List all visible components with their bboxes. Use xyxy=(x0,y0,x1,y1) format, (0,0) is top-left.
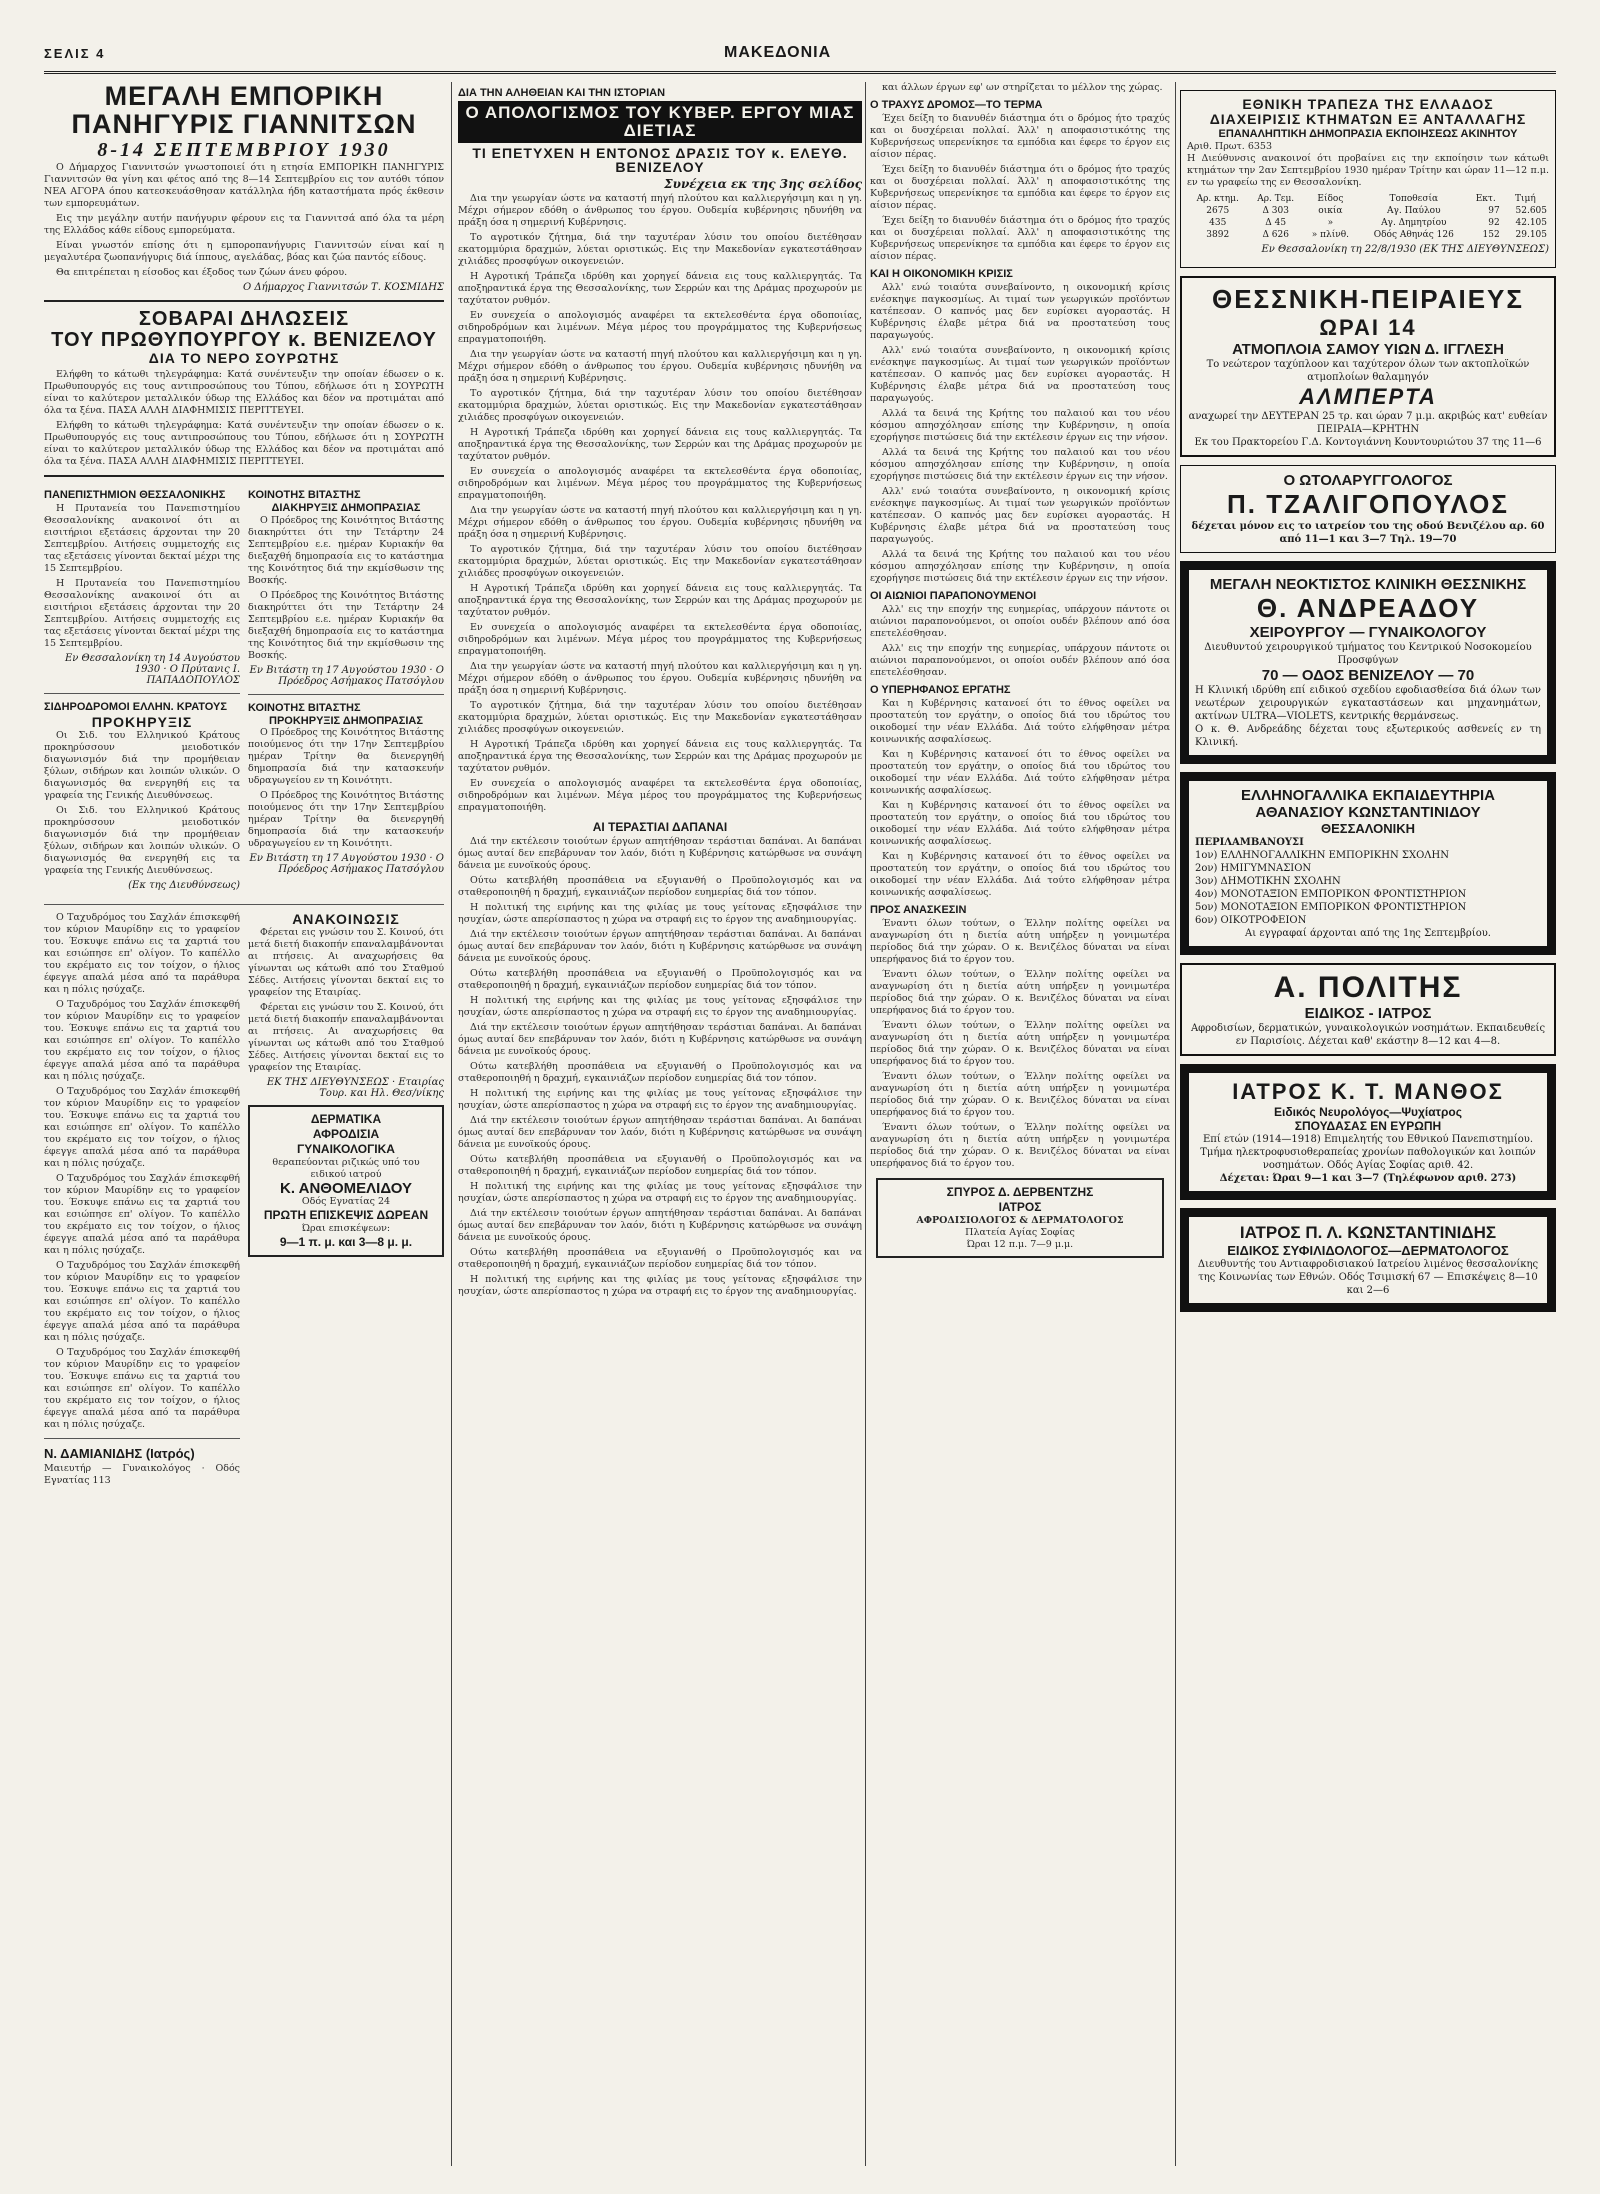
expenses-paragraph: Διά την εκτέλεσιν τοιούτων έργων απητήθησαν τεράστιαι δαπάναι. Αι δαπάναι όμως αυταί δεν επεβάρυναν τον λαόν, διότι η Κυβέρνησις κατώρθωσε να συνάψη δάνεια με ευνοϊκούς όρους. xyxy=(458,1022,862,1058)
univ-paragraph: Η Πρυτανεία του Πανεπιστημίου Θεσσαλονίκης ανακοινοί ότι αι εισιτήριοι εξετάσεις άρχονται την 20 Σεπτεμβρίου. Αιτήσεις συμμετοχής εις τας εξετάσεις γίνονται δεκταί μέχρι της 15 Σεπτεμβρίου. xyxy=(44,503,240,575)
main-paragraph: Εν συνεχεία ο απολογισμός αναφέρει τα εκτελεσθέντα έργα οδοποιίας, σιδηροδρόμων και λιμένων. Μέγα μέρος του προγράμματος της Κυβερνήσεως επραγματοποιήθη. xyxy=(458,778,862,814)
crisis-body xyxy=(870,282,1170,585)
table-cell: 152 xyxy=(1482,229,1500,240)
ad-hours: Ώραι 12 π.μ. 7—9 μ.μ. xyxy=(966,1239,1074,1250)
school-item: 3ον) ΔΗΜΟΤΙΚΗΝ ΣΧΟΛΗΝ xyxy=(1195,875,1341,887)
ship-title: ΘΕΣΣΝΙΚΗ-ΠΕΙΡΑΙΕΥΣ xyxy=(1211,283,1525,314)
konstantinidis-ad xyxy=(1180,1208,1556,1312)
story-paragraph: Ο Ταχυδρόμος του Σαχλάν έπισκεφθή τον κύριον Μαυρίδην εις το γραφείον του. Έσκυψε επάνω εις τα χαρτιά του και εσιώπησε επ' ολίγον. Το καπέλλο του εκρέματο εις τον τοίχον, ο ήλιος έφεγγε απαλά μέσα από τα παράθυρα και η πόλις ησύχαζε. xyxy=(44,1173,240,1257)
expenses-title: ΑΙ ΤΕΡΑΣΤΙΑΙ ΔΑΠΑΝΑΙ xyxy=(592,820,728,835)
story-block xyxy=(44,912,240,1487)
politis-role: ΕΙΔΙΚΟΣ - ΙΑΤΡΟΣ xyxy=(1304,1004,1432,1022)
ship-vessel: ΑΤΜΟΠΛΟΙΑ ΣΑΜΟΥ ΥΙΩΝ Δ. ΙΓΓΛΕΣΗ xyxy=(1232,340,1504,358)
clinic-ad xyxy=(1180,561,1556,764)
table-cell: Δ 45 xyxy=(1265,217,1287,228)
main-paragraph: Το αγροτικόν ζήτημα, διά την ταχυτέραν λύσιν του οποίου διετέθησαν εκατομμύρια δραχμών, λύεται οριστικώς. Εις την Μακεδονίαν εγκατεστάθησαν χιλιάδες προσφύγων οικογενειών. xyxy=(458,388,862,424)
fair-dates: 8-14 ΣΕΠΤΕΜΒΡΙΟΥ 1930 xyxy=(97,138,391,161)
table-header: Αρ. κτημ. xyxy=(1196,193,1239,204)
manthos-name: ΙΑΤΡΟΣ Κ. Τ. ΜΑΝΘΟΣ xyxy=(1232,1078,1504,1104)
decl-paragraph: Ελήφθη το κάτωθι τηλεγράφημα: Κατά συνέντευξιν την οποίαν έδωσεν ο κ. Πρωθυπουργός εις τους αντιπροσώπους του Τύπου, εδήλωσε ότι η ΣΟΥΡΩΤΗ είναι το καλύτερον μεταλλικόν ύδωρ της Ελλάδος και δέον να προτιμάται από όλα τα ξένα. ΠΑΣΑ ΑΛΛΗ ΔΙΑΦΗΜΙΣΙΣ ΠΕΡΙΤΤΕΥΕΙ. xyxy=(44,420,444,468)
rail-body xyxy=(44,730,240,877)
table-cell: 3892 xyxy=(1206,229,1230,240)
expenses-paragraph: Διά την εκτέλεσιν τοιούτων έργων απητήθησαν τεράστιαι δαπάναι. Αι δαπάναι όμως αυταί δεν επεβάρυναν τον λαόν, διότι η Κυβέρνησις κατώρθωσε να συνάψη δάνεια με ευνοϊκούς όρους. xyxy=(458,1208,862,1244)
middle-notices xyxy=(248,484,444,897)
expenses-paragraph: Η πολιτική της ειρήνης και της φιλίας με τους γείτονας εξησφάλισε την ησυχίαν, ώστε απερίσπαστος η χώρα να στραφή εις το έργον της αναδημιουργίας. xyxy=(458,1088,862,1112)
univ-signature: Εν Θεσσαλονίκη τη 14 Αυγούστου 1930 · Ο Πρύτανις Ι. ΠΑΠΑΔΟΠΟΥΛΟΣ xyxy=(64,653,240,687)
ann-title: ΑΝΑΚΟΙΝΩΣΙΣ xyxy=(292,911,400,928)
v1-paragraph: Ο Πρόεδρος της Κοινότητος Βιτάστης διακηρύττει ότι την Τετάρτην 24 Σεπτεμβρίου ε.ε. ημέραν Κυριακήν θα διεξαχθή δημοπρασία εις το κατάστημα της Κοινότητος διά την εκμίσθωσιν της Βοσκής. xyxy=(248,589,444,661)
worker-paragraph: Και η Κυβέρνησις κατανοεί ότι το έθνος οφείλει να προστατεύη τον εργάτην, ο οποίος διά του ιδρώτος του οικοδομεί την νέαν Ελλάδα. Διά τούτο ελήφθησαν μέτρα κοινωνικής ασφαλίσεως. xyxy=(870,698,1170,745)
main-paragraph: Δια την γεωργίαν ώστε να καταστή πηγή πλούτου και καλλιεργήσιμη και η γη. Μέχρι σήμερον εδόθη ο άνθρωπος του έργου. Ουδεμία κυβέρνησις ηδυνήθη να πράξη όσα η σημερινή Κυβέρνησις. xyxy=(458,193,862,229)
column-3 xyxy=(870,82,1170,2166)
derm-line-1: ΔΕΡΜΑΤΙΚΑ xyxy=(310,1111,382,1126)
school-item: 4ον) ΜΟΝΟΤΑΞΙΟΝ ΕΜΠΟΡΙΚΟΝ ΦΡΟΝΤΙΣΤΗΡΙΟΝ xyxy=(1195,888,1467,900)
expenses-paragraph: Η πολιτική της ειρήνης και της φιλίας με τους γείτονας εξησφάλισε την ησυχίαν, ώστε απερίσπαστος η χώρα να στραφή εις το έργον της αναδημιουργίας. xyxy=(458,995,862,1019)
ent-name: Π. ΤΖΑΛΙΓΟΠΟΥΛΟΣ xyxy=(1227,488,1509,519)
column-rule xyxy=(1175,82,1176,2166)
worker-paragraph: Και η Κυβέρνησις κατανοεί ότι το έθνος οφείλει να προστατεύη τον εργάτην, ο οποίος διά του ιδρώτος του οικοδομεί την νέαν Ελλάδα. Διά τούτο ελήφθησαν μέτρα κοινωνικής ασφαλίσεως. xyxy=(870,749,1170,796)
clinic-address: 70 — ΟΔΟΣ ΒΕΝΙΖΕΛΟΥ — 70 xyxy=(1261,666,1475,684)
announcement-block xyxy=(248,912,444,1487)
fair-paragraph: Ο Δήμαρχος Γιαννιτσών γνωστοποιεί ότι η ετησία ΕΜΠΟΡΙΚΗ ΠΑΝΗΓΥΡΙΣ Γιαννιτσών θα γίνη και φέτος από της 8—14 Σεπτεμβρίου εις τον αυτόθι τόπον ΝΕΑ ΑΓΟΡΑ όπου κατεσκευάσθησαν κατάλληλα ήδη καταστήματα πρός έκθεσιν των εμπορευμάτων. xyxy=(44,161,444,209)
divider xyxy=(44,300,444,302)
bank-table xyxy=(1187,193,1549,241)
univ-paragraph: Η Πρυτανεία του Πανεπιστημίου Θεσσαλονίκης ανακοινοί ότι αι εισιτήριοι εξετάσεις άρχονται την 20 Σεπτεμβρίου. Αιτήσεις συμμετοχής εις τας εξετάσεις γίνονται δεκταί μέχρι της 15 Σεπτεμβρίου. xyxy=(44,578,240,650)
kon-name: ΙΑΤΡΟΣ Π. Λ. ΚΩΝΣΤΑΝΤΙΝΙΔΗΣ xyxy=(1239,1222,1497,1242)
col3-top xyxy=(870,82,1170,94)
table-row xyxy=(1187,205,1549,217)
school-sub: ΑΘΑΝΑΣΙΟΥ ΚΩΝΣΤΑΝΤΙΝΙΔΟΥ xyxy=(1255,803,1481,821)
main-paragraph: Η Αγροτική Τράπεζα ιδρύθη και χορηγεί δάνεια εις τους καλλιεργητάς. Τα αποξηραντικά έργα της Θεσσαλονίκης, των Σερρών και της Δράμας προχωρούν με ταχύτατον ρυθμόν. xyxy=(458,583,862,619)
main-body xyxy=(458,193,862,814)
kon-text: Διευθυντής του Αντιαφροδισιακού Ιατρείου λιμένος θεσσαλονίκης της Κοινωνίας των Εθνών. Οδός Τσιμισκή 67 — Επισκέψεις 8—10 και 2—6 xyxy=(1197,1258,1539,1296)
school-item: 2ον) ΗΜΙΓΥΜΝΑΣΙΟΝ xyxy=(1195,862,1312,874)
rail-title: ΣΙΔΗΡΟΔΡΟΜΟΙ ΕΛΛΗΝ. ΚΡΑΤΟΥΣ xyxy=(44,701,227,714)
story-paragraph: Ο Ταχυδρόμος του Σαχλάν έπισκεφθή τον κύριον Μαυρίδην εις το γραφείον του. Έσκυψε επάνω εις τα χαρτιά του και εσιώπησε επ' ολίγον. Το καπέλλο του εκρέματο εις τον τοίχον, ο ήλιος έφεγγε απαλά μέσα από τα παράθυρα και η πόλις ησύχαζε. xyxy=(44,1260,240,1344)
table-cell: » πλίνθ. xyxy=(1311,229,1350,240)
ent-label: Ο ΩΤΟΛΑΡΥΓΓΟΛΟΓΟΣ xyxy=(1283,471,1453,489)
newspaper-page xyxy=(44,38,1556,2166)
clinic-title: ΜΕΓΑΛΗ ΝΕΟΚΤΙΣΤΟΣ ΚΛΙΝΙΚΗ ΘΕΣΣΝΙΚΗΣ xyxy=(1209,575,1527,593)
worker-paragraph: Και η Κυβέρνησις κατανοεί ότι το έθνος οφείλει να προστατεύη τον εργάτην, ο οποίος διά του ιδρώτος του οικοδομεί την νέαν Ελλάδα. Διά τούτο ελήφθησαν μέτρα κοινωνικής ασφαλίσεως. xyxy=(870,800,1170,847)
bank-sub: ΕΠΑΝΑΛΗΠΤΙΚΗ ΔΗΜΟΠΡΑΣΙΑ ΕΚΠΟΙΗΣΕΩΣ ΑΚΙΝΗΤΟΥ xyxy=(1218,128,1518,141)
road-body xyxy=(870,113,1170,263)
worker-body xyxy=(870,698,1170,899)
ent-ad xyxy=(1180,465,1556,553)
expenses-paragraph: Ούτω κατεβλήθη προσπάθεια να εξυγιανθή ο Προϋπολογισμός και να σταθεροποιηθή η δραχμή, εγκαινιάζων περίοδον ευημερίας διά τον τόπον. xyxy=(458,1247,862,1271)
fresh-paragraph: Έναντι όλων τούτων, ο Έλλην πολίτης οφείλει να αναγνωρίση ότι η διετία αύτη υπήρξεν η γονιμωτέρα περίοδος διά την χώραν. Ο κ. Βενιζέλος δύναται να είναι υπερήφανος διά το έργον του. xyxy=(870,969,1170,1016)
derm-addr: Οδός Εγνατίας 24 xyxy=(301,1195,391,1207)
main-paragraph: Εν συνεχεία ο απολογισμός αναφέρει τα εκτελεσθέντα έργα οδοποιίας, σιδηροδρόμων και λιμένων. Μέγα μέρος του προγράμματος της Κυβερνήσεως επραγματοποιήθη. xyxy=(458,466,862,502)
ann-signature: ΕΚ ΤΗΣ ΔΙΕΥΘΥΝΣΕΩΣ · Εταιρίας Τουρ. και Ηλ. Θεσ/νίκης xyxy=(266,1076,444,1099)
school-title: ΕΛΛΗΝΟΓΑΛΛΙΚΑ ΕΚΠΑΙΔΕΥΤΗΡΙΑ xyxy=(1240,786,1496,804)
ship-agent: Εκ του Πρακτορείου Γ.Δ. Κοντογιάννη Κουντουριώτου 37 της 11—6 xyxy=(1194,436,1542,448)
politis-ad xyxy=(1180,963,1556,1056)
main-paragraph: Εν συνεχεία ο απολογισμός αναφέρει τα εκτελεσθέντα έργα οδοποιίας, σιδηροδρόμων και λιμένων. Μέγα μέρος του προγράμματος της Κυβερνήσεως επραγματοποιήθη. xyxy=(458,310,862,346)
table-cell: Αγ. Παύλου xyxy=(1386,205,1441,216)
decl-title: ΣΟΒΑΡΑΙ ΔΗΛΩΣΕΙΣ xyxy=(138,307,350,330)
expenses-paragraph: Ούτω κατεβλήθη προσπάθεια να εξυγιανθή ο Προϋπολογισμός και να σταθεροποιηθή η δραχμή, εγκαινιάζων περίοδον ευημερίας διά τον τόπον. xyxy=(458,875,862,899)
rail-signature: (Εκ της Διευθύνσεως) xyxy=(128,880,240,892)
v1-body xyxy=(248,515,444,662)
rail-paragraph: Οι Σιδ. του Ελληνικού Κράτους προκηρύσσουν μειοδοτικόν διαγωνισμόν διά την προμήθειαν ξύλων, σιδήρων και λοιπών υλικών. Ο διαγωνισμός θα ενεργηθή εις τα γραφεία της Γενικής Διευθύνσεως. xyxy=(44,730,240,802)
v1-title: ΚΟΙΝΟΤΗΣ ΒΙΤΑΣΤΗΣ xyxy=(248,489,361,502)
decl-title-2: ΤΟΥ ΠΡΩΘΥΠΟΥΡΓΟΥ κ. ΒΕΝΙΖΕΛΟΥ xyxy=(51,328,437,351)
derm-ad xyxy=(248,1105,444,1257)
fair-body xyxy=(44,162,444,279)
ann-paragraph: Φέρεται εις γνώσιν του Σ. Κοινού, ότι μετά διετή διακοπήν επαναλαμβάνονται αι πτήσεις. Αι αναχωρήσεις θα γίνωνται ως κάτωθι από του Σταθμού Σέδες. Αιτήσεις γίνονται δεκταί εις το γραφείον της Εταιρίας. xyxy=(248,926,444,998)
kon-role: ΕΙΔΙΚΟΣ ΣΥΦΙΛΙΔΟΛΟΓΟΣ—ΔΕΡΜΑΤΟΛΟΓΟΣ xyxy=(1227,1242,1509,1258)
ad-addr: Πλατεία Αγίας Σοφίας xyxy=(965,1227,1075,1238)
decl-body xyxy=(44,369,444,468)
ad-name: ΣΠΥΡΟΣ Δ. ΔΕΡΒΕΝΤΖΗΣ xyxy=(946,1185,1094,1199)
column-rule xyxy=(451,82,452,2166)
column-2 xyxy=(458,82,862,2166)
paper-name: ΜΑΚΕΔΟΝΙΑ xyxy=(724,44,832,61)
table-header: Εκτ. xyxy=(1475,193,1496,204)
manthos-text: Επί ετών (1914—1918) Επιμελητής του Εθνικού Πανεπιστημίου. Τμήμα ηλεκτροφυσιοθεραπείας χρονίων παθολογικών και λοιπών νοσημάτων. Οδός Αγίας Σοφίας αριθ. 42. xyxy=(1200,1133,1536,1171)
expenses-paragraph: Ούτω κατεβλήθη προσπάθεια να εξυγιανθή ο Προϋπολογισμός και να σταθεροποιηθή η δραχμή, εγκαινιάζων περίοδον ευημερίας διά τον τόπον. xyxy=(458,1061,862,1085)
expenses-paragraph: Η πολιτική της ειρήνης και της φιλίας με τους γείτονας εξησφάλισε την ησυχίαν, ώστε απερίσπαστος η χώρα να στραφή εις το έργον της αναδημιουργίας. xyxy=(458,1181,862,1205)
page-label: ΣΕΛΙΣ 4 xyxy=(44,46,106,61)
fair-title-2: ΠΑΝΗΓΥΡΙΣ ΓΙΑΝΝΙΤΣΩΝ xyxy=(71,109,417,140)
complainers-body xyxy=(870,604,1170,679)
expenses-paragraph: Διά την εκτέλεσιν τοιούτων έργων απητήθησαν τεράστιαι δαπάναι. Αι δαπάναι όμως αυταί δεν επεβάρυναν τον λαόν, διότι η Κυβέρνησις κατώρθωσε να συνάψη δάνεια με ευνοϊκούς όρους. xyxy=(458,1115,862,1151)
fair-paragraph: Εις την μεγάλην αυτήν πανήγυριν φέρουν εις τα Γιαννιτσά από όλα τα μέρη της Ελλάδος κάθε είδους εμπορεύματα. xyxy=(44,212,444,236)
rail-paragraph: Οι Σιδ. του Ελληνικού Κράτους προκηρύσσουν μειοδοτικόν διαγωνισμόν διά την προμήθειαν ξύλων, σιδήρων και λοιπών υλικών. Ο διαγωνισμός θα ενεργηθή εις τα γραφεία της Γενικής Διευθύνσεως. xyxy=(44,805,240,877)
fresh-paragraph: Έναντι όλων τούτων, ο Έλλην πολίτης οφείλει να αναγνωρίση ότι η διετία αύτη υπήρξεν η γονιμωτέρα περίοδος διά την χώραν. Ο κ. Βενιζέλος δύναται να είναι υπερήφανος διά το έργον του. xyxy=(870,1071,1170,1118)
notices-row xyxy=(44,484,444,897)
table-cell: 435 xyxy=(1209,217,1227,228)
main-subtitle: ΤΙ ΕΠΕΤΥΧΕΝ Η ΕΝΤΟΝΟΣ ΔΡΑΣΙΣ ΤΟΥ κ. ΕΛΕΥΘ. ΒΕΝΙΖΕΛΟΥ xyxy=(472,144,848,176)
school-item: 1ον) ΕΛΛΗΝΟΓΑΛΛΙΚΗΝ ΕΜΠΟΡΙΚΗΝ ΣΧΟΛΗΝ xyxy=(1195,849,1449,861)
fresh-paragraph: Έναντι όλων τούτων, ο Έλλην πολίτης οφείλει να αναγνωρίση ότι η διετία αύτη υπήρξεν η γονιμωτέρα περίοδος διά την χώραν. Ο κ. Βενιζέλος δύναται να είναι υπερήφανος διά το έργον του. xyxy=(870,1122,1170,1169)
expenses-paragraph: Διά την εκτέλεσιν τοιούτων έργων απητήθησαν τεράστιαι δαπάναι. Αι δαπάναι όμως αυταί δεν επεβάρυναν τον λαόν, διότι η Κυβέρνησις κατώρθωσε να συνάψη δάνεια με ευνοϊκούς όρους. xyxy=(458,929,862,965)
table-header-row xyxy=(1187,193,1549,205)
worker-paragraph: Και η Κυβέρνησις κατανοεί ότι το έθνος οφείλει να προστατεύη τον εργάτην, ο οποίος διά του ιδρώτος του οικοδομεί την νέαν Ελλάδα. Διά τούτο ελήφθησαν μέτρα κοινωνικής ασφαλίσεως. xyxy=(870,851,1170,898)
main-paragraph: Η Αγροτική Τράπεζα ιδρύθη και χορηγεί δάνεια εις τους καλλιεργητάς. Τα αποξηραντικά έργα της Θεσσαλονίκης, των Σερρών και της Δράμας προχωρούν με ταχύτατον ρυθμόν. xyxy=(458,271,862,307)
fair-title: ΜΕΓΑΛΗ ΕΜΠΟΡΙΚΗ xyxy=(104,82,384,111)
table-cell: Αγ. Δημητρίου xyxy=(1381,217,1447,228)
ad-spec: ΑΦΡΟΔΙΣΙΟΛΟΓΟΣ & ΔΕΡΜΑΤΟΛΟΓΟΣ xyxy=(916,1215,1124,1226)
column-rule xyxy=(865,82,866,2166)
fresh-body xyxy=(870,918,1170,1170)
v2-signature: Εν Βιτάστη τη 17 Αυγούστου 1930 · Ο Πρόεδρος Ασήμακος Πατσόγλου xyxy=(249,853,444,876)
clinic-text: Η Κλινική ιδρύθη επί ειδικού σχεδίου εφοδιασθείσα διά όλων των νεωτέρων χειρουργικών εγκαταστάσεων και μηχανημάτων, ακτίνων ULTRA—VIOLETS, κεντρικής θερμάνσεως. xyxy=(1195,684,1541,722)
fair-paragraph: Είναι γνωστόν επίσης ότι η εμποροπανήγυρις Γιαννιτσών είναι καί η μεγαλυτέρα ζωοπανήγυρις διά ίππους, αγελάδας, βόας και ζώα παντός είδους. xyxy=(44,239,444,263)
road-paragraph: Έχει δείξη το διανυθέν διάστημα ότι ο δρόμος ήτο τραχύς και οι δυσχέρειαι πολλαί. Άλλ' η αποφασιστικότης της Κυβερνήσεως υπερενίκησε τα εμπόδια και έφερε το έργον εις αίσιον πέρας. xyxy=(870,113,1170,160)
ship-hours: ΩΡΑΙ 14 xyxy=(1319,314,1417,340)
table-cell: 42.105 xyxy=(1515,217,1547,228)
derm-line-4: θεραπεύονται ριζικώς υπό του ειδικού ιατρού xyxy=(272,1156,420,1180)
main-paragraph: Το αγροτικόν ζήτημα, διά την ταχυτέραν λύσιν του οποίου διετέθησαν εκατομμύρια δραχμών, λύεται οριστικώς. Εις την Μακεδονίαν εγκατεστάθησαν χιλιάδες προσφύγων οικογενειών. xyxy=(458,232,862,268)
v2-paragraph: Ο Πρόεδρος της Κοινότητος Βιτάστης ποιούμενος ότι την 17ην Σεπτεμβρίου ημέραν Τρίτην θα διενεργηθή δημοπρασία διά την κατασκευήν υδραγωγείου εν τη Κοινότητι. xyxy=(248,790,444,850)
road-title: Ο ΤΡΑΧΥΣ ΔΡΟΜΟΣ—ΤΟ ΤΕΡΜΑ xyxy=(870,99,1043,111)
politis-name: Α. ΠΟΛΙΤΗΣ xyxy=(1273,970,1463,1004)
road-paragraph: Έχει δείξη το διανυθέν διάστημα ότι ο δρόμος ήτο τραχύς και οι δυσχέρειαι πολλαί. Άλλ' η αποφασιστικότης της Κυβερνήσεως υπερενίκησε τα εμπόδια και έφερε το έργον εις αίσιον πέρας. xyxy=(870,215,1170,262)
divider xyxy=(44,475,444,477)
manthos-role: Ειδικός Νευρολόγος—Ψυχίατρος xyxy=(1273,1104,1462,1119)
ent-desc: δέχεται μόνον εις το ιατρείον του της οδού Βενιζέλου αρ. 60 από 11—1 και 3—7 Τηλ. 19—70 xyxy=(1191,520,1545,545)
crisis-paragraph: Αλλ' ενώ τοιαύτα συνεβαίνοντο, η οικονομική κρίσις ενέσκηψε παγκοσμίως. Αι τιμαί των γεωργικών προϊόντων κατέπεσαν. Ο καπνός μας δεν ευρίσκει αγοραστάς. Η Κυβέρνησις έλαβε μέτρα διά να προστατεύση τους παραγωγούς. xyxy=(870,345,1170,404)
road-paragraph: Έχει δείξη το διανυθέν διάστημα ότι ο δρόμος ήτο τραχύς και οι δυσχέρειαι πολλαί. Άλλ' η αποφασιστικότης της Κυβερνήσεως υπερενίκησε τα εμπόδια και έφερε το έργον εις αίσιον πέρας. xyxy=(870,164,1170,211)
clinic-note: Ο κ. Θ. Ανδρεάδης δέχεται τους εξωτερικούς ασθενείς εν τη Κλινική. xyxy=(1195,723,1541,748)
crisis-title: ΚΑΙ Η ΟΙΚΟΝΟΜΙΚΗ ΚΡΙΣΙΣ xyxy=(870,268,1013,280)
column-1 xyxy=(44,82,444,2166)
table-cell: Δ 626 xyxy=(1262,229,1289,240)
complainers-title: ΟΙ ΑΙΩΝΙΟΙ ΠΑΡΑΠΟΝΟΥΜΕΝΟΙ xyxy=(870,590,1037,602)
expenses-paragraph: Ούτω κατεβλήθη προσπάθεια να εξυγιανθή ο Προϋπολογισμός και να σταθεροποιηθή η δραχμή, εγκαινιάζων περίοδον ευημερίας διά τον τόπον. xyxy=(458,1154,862,1178)
ad-role: ΙΑΤΡΟΣ xyxy=(998,1200,1042,1214)
derm-line-3: ΓΥΝΑΙΚΟΛΟΓΙΚΑ xyxy=(297,1141,395,1156)
manthos-ad xyxy=(1180,1064,1556,1200)
story-body xyxy=(44,912,240,1431)
fresh-title: ΠΡΟΣ ΑΝΑΣΚΕΣΙΝ xyxy=(870,904,967,916)
school-ad xyxy=(1180,772,1556,955)
derm-line-2: ΑΦΡΟΔΙΣΙΑ xyxy=(312,1126,380,1141)
v2-sub: ΠΡΟΚΗΡΥΞΙΣ ΔΗΜΟΠΡΑΣΙΑΣ xyxy=(269,714,423,727)
ann-paragraph: Φέρεται εις γνώσιν του Σ. Κοινού, ότι μετά διετή διακοπήν επαναλαμβάνονται αι πτήσεις. Αι αναχωρήσεις θα γίνωνται ως κάτωθι από του Σταθμού Σέδες. Αιτήσεις γίνονται δεκταί εις το γραφείον της Εταιρίας. xyxy=(248,1001,444,1073)
main-paragraph: Δια την γεωργίαν ώστε να καταστή πηγή πλούτου και καλλιεργήσιμη και η γη. Μέχρι σήμερον εδόθη ο άνθρωπος του έργου. Ουδεμία κυβέρνησις ηδυνήθη να πράξη όσα η σημερινή Κυβέρνησις. xyxy=(458,505,862,541)
expenses-paragraph: Ούτω κατεβλήθη προσπάθεια να εξυγιανθή ο Προϋπολογισμός και να σταθεροποιηθή η δραχμή, εγκαινιάζων περίοδον ευημερίας διά τον τόπον. xyxy=(458,968,862,992)
v2-body xyxy=(248,727,444,850)
crete-paragraph: Αλλά τα δεινά της Κρήτης του παλαιού και του νέου κόσμου απησχόλησαν επίσης την Κυβέρνησιν, η οποία εχορήγησε πιστώσεις διά την εκτέλεσιν έργων εις την νήσον. xyxy=(870,447,1170,482)
worker-title: Ο ΥΠΕΡΗΦΑΝΟΣ ΕΡΓΑΤΗΣ xyxy=(870,684,1011,696)
derm-hours: 9—1 π. μ. και 3—8 μ. μ. xyxy=(279,1234,413,1249)
divider xyxy=(44,904,444,905)
school-item: 5ον) ΜΟΝΟΤΑΞΙΟΝ ΕΜΠΟΡΙΚΟΝ ΦΡΟΝΤΙΣΤΗΡΙΟΝ xyxy=(1195,901,1467,913)
column-4 xyxy=(1180,82,1556,2166)
story-paragraph: Ο Ταχυδρόμος του Σαχλάν έπισκεφθή τον κύριον Μαυρίδην εις το γραφείον του. Έσκυψε επάνω εις τα χαρτιά του και εσιώπησε επ' ολίγον. Το καπέλλο του εκρέματο εις τον τοίχον, ο ήλιος έφεγγε απαλά μέσα από τα παράθυρα και η πόλις ησύχαζε. xyxy=(44,999,240,1083)
univ-body xyxy=(44,503,240,650)
complainers-paragraph: Αλλ' εις την εποχήν της ευημερίας, υπάρχουν πάντοτε οι αιώνιοι παραπονούμενοι, οι οποίοι ουδέν βλέπουν από όσα επετελέσθησαν. xyxy=(870,643,1170,678)
v2-title: ΚΟΙΝΟΤΗΣ ΒΙΤΑΣΤΗΣ xyxy=(248,701,361,714)
crete-paragraph: Αλλά τα δεινά της Κρήτης του παλαιού και του νέου κόσμου απησχόλησαν επίσης την Κυβέρνησιν, η οποία εχορήγησε πιστώσεις διά την εκτέλεσιν έργων εις την νήσον. xyxy=(870,408,1170,443)
ship-ad xyxy=(1180,276,1556,457)
school-note: Αι εγγραφαί άρχονται από της 1ης Σεπτεμβρίου. xyxy=(1245,927,1491,939)
divider xyxy=(44,693,240,694)
v2-paragraph: Ο Πρόεδρος της Κοινότητος Βιτάστης ποιούμενος ότι την 17ην Σεπτεμβρίου ημέραν Τρίτην θα διενεργηθή δημοπρασία διά την κατασκευήν υδραγωγείου εν τη Κοινότητι. xyxy=(248,727,444,787)
derm-name: Κ. ΑΝΘΟΜΕΛΙΔΟΥ xyxy=(280,1179,412,1197)
complainers-paragraph: Αλλ' εις την εποχήν της ευημερίας, υπάρχουν πάντοτε οι αιώνιοι παραπονούμενοι, οι οποίοι ουδέν βλέπουν από όσα επετελέσθησαν. xyxy=(870,604,1170,639)
crisis-paragraph: Αλλ' ενώ τοιαύτα συνεβαίνοντο, η οικονομική κρίσις ενέσκηψε παγκοσμίως. Αι τιμαί των γεωργικών προϊόντων κατέπεσαν. Ο καπνός μας δεν ευρίσκει αγοραστάς. Η Κυβέρνησις έλαβε μέτρα διά να προστατεύση τους παραγωγούς. xyxy=(870,486,1170,545)
expenses-paragraph: Η πολιτική της ειρήνης και της φιλίας με τους γείτονας εξησφάλισε την ησυχίαν, ώστε απερίσπαστος η χώρα να στραφή εις το έργον της αναδημιουργίας. xyxy=(458,902,862,926)
fresh-paragraph: Έναντι όλων τούτων, ο Έλλην πολίτης οφείλει να αναγνωρίση ότι η διετία αύτη υπήρξεν η γονιμωτέρα περίοδος διά την χώραν. Ο κ. Βενιζέλος δύναται να είναι υπερήφανος διά το έργον του. xyxy=(870,1020,1170,1067)
divider xyxy=(248,694,444,695)
main-paragraph: Η Αγροτική Τράπεζα ιδρύθη και χορηγεί δάνεια εις τους καλλιεργητάς. Τα αποξηραντικά έργα της Θεσσαλονίκης, των Σερρών και της Δράμας προχωρούν με ταχύτατον ρυθμόν. xyxy=(458,427,862,463)
col3-top-paragraph: και άλλων έργων εφ' ων στηρίζεται το μέλλον της χώρας. xyxy=(882,82,1163,93)
masthead-bar xyxy=(44,38,1556,74)
v1-paragraph: Ο Πρόεδρος της Κοινότητος Βιτάστης διακηρύττει ότι την Τετάρτην 24 Σεπτεμβρίου ε.ε. ημέραν Κυριακήν θα διεξαχθή δημοπρασία εις το κατάστημα της Κοινότητος διά την εκμίσθωσιν της Βοσκής. xyxy=(248,514,444,586)
ship-desc: Το νεώτερον ταχύπλοον και ταχύτερον όλων των ακτοπλοϊκών ατμοπλοίων θαλαμηγόν xyxy=(1206,358,1530,383)
v1-sub: ΔΙΑΚΗΡΥΞΙΣ ΔΗΜΟΠΡΑΣΙΑΣ xyxy=(271,502,421,515)
table-header: Τιμή xyxy=(1514,193,1536,204)
main-title: Ο ΑΠΟΛΟΓΙΣΜΟΣ ΤΟΥ ΚΥΒΕΡ. ΕΡΓΟΥ ΜΙΑΣ ΔΙΕΤΙΑΣ xyxy=(458,101,862,143)
table-cell: 29.105 xyxy=(1515,229,1547,240)
politis-text: Αφροδισίων, δερματικών, γυναικολογικών νοσημάτων. Εκπαιδευθείς εν Παρισίοις. Δέχεται καθ' εκάστην 8—12 και 4—8. xyxy=(1190,1022,1546,1047)
table-header: Αρ. Τεμ. xyxy=(1257,193,1295,204)
bank-title-2: ΔΙΑΧΕΙΡΙΣΙΣ ΚΤΗΜΑΤΩΝ ΕΞ ΑΝΤΑΛΛΑΓΗΣ xyxy=(1209,110,1527,127)
decl-title-3: ΔΙΑ ΤΟ ΝΕΡΟ ΣΟΥΡΩΤΗΣ xyxy=(148,349,340,366)
manthos-hours: Δέχεται: Ώραι 9—1 και 3—7 (Τηλέφωνον αριθ. 273) xyxy=(1219,1172,1517,1184)
clinic-hospital: Διευθυντού χειρουργικού τμήματος του Κεντρικού Νοσοκομείου Προσφύγων xyxy=(1204,641,1532,666)
lower-row xyxy=(44,912,444,1487)
bank-title: ΕΘΝΙΚΗ ΤΡΑΠΕΖΑ ΤΗΣ ΕΛΛΑΔΟΣ xyxy=(1242,96,1494,112)
fair-signature: Ο Δήμαρχος Γιαννιτσών Τ. ΚΟΣΜΙΔΗΣ xyxy=(242,281,444,293)
dervenzis-ad xyxy=(876,1178,1164,1258)
table-cell: 2675 xyxy=(1206,205,1230,216)
story-paragraph: Ο Ταχυδρόμος του Σαχλάν έπισκεφθή τον κύριον Μαυρίδην εις το γραφείον του. Έσκυψε επάνω εις τα χαρτιά του και εσιώπησε επ' ολίγον. Το καπέλλο του εκρέματο εις τον τοίχον, ο ήλιος έφεγγε απαλά μέσα από τα παράθυρα και η πόλις ησύχαζε. xyxy=(44,912,240,996)
school-city: ΘΕΣΣΑΛΟΝΙΚΗ xyxy=(1321,820,1415,836)
table-cell: Δ 303 xyxy=(1262,205,1289,216)
derm-free: ΠΡΩΤΗ ΕΠΙΣΚΕΨΙΣ ΔΩΡΕΑΝ xyxy=(263,1207,429,1222)
ship-name: ΑΛΜΠΕΡΤΑ xyxy=(1299,383,1437,409)
story-paragraph: Ο Ταχυδρόμος του Σαχλάν έπισκεφθή τον κύριον Μαυρίδην εις το γραφείον του. Έσκυψε επάνω εις τα χαρτιά του και εσιώπησε επ' ολίγον. Το καπέλλο του εκρέματο εις τον τοίχον, ο ήλιος έφεγγε απαλά μέσα από τα παράθυρα και η πόλις ησύχαζε. xyxy=(44,1086,240,1170)
table-row xyxy=(1187,229,1549,241)
crisis-paragraph: Αλλ' ενώ τοιαύτα συνεβαίνοντο, η οικονομική κρίσις ενέσκηψε παγκοσμίως. Αι τιμαί των γεωργικών προϊόντων κατέπεσαν. Ο καπνός μας δεν ευρίσκει αγοραστάς. Η Κυβέρνησις έλαβε μέτρα διά να προστατεύση τους παραγωγούς. xyxy=(870,282,1170,341)
table-cell: » xyxy=(1327,217,1334,228)
clinic-role: ΧΕΙΡΟΥΡΓΟΥ — ΓΥΝΑΙΚΟΛΟΓΟΥ xyxy=(1249,623,1487,641)
table-cell: 92 xyxy=(1488,217,1500,228)
main-paragraph: Δια την γεωργίαν ώστε να καταστή πηγή πλούτου και καλλιεργήσιμη και η γη. Μέχρι σήμερον εδόθη ο άνθρωπος του έργου. Ουδεμία κυβέρνησις ηδυνήθη να πράξη όσα η σημερινή Κυβέρνησις. xyxy=(458,661,862,697)
table-header: Τοποθεσία xyxy=(1389,193,1439,204)
story-paragraph: Ο Ταχυδρόμος του Σαχλάν έπισκεφθή τον κύριον Μαυρίδην εις το γραφείον του. Έσκυψε επάνω εις τα χαρτιά του και εσιώπησε επ' ολίγον. Το καπέλλο του εκρέματο εις τον τοίχον, ο ήλιος έφεγγε απαλά μέσα από τα παράθυρα και η πόλις ησύχαζε. xyxy=(44,1347,240,1431)
doctor-name: Ν. ΔΑΜΙΑΝΙΔΗΣ (Ιατρός) xyxy=(44,1446,195,1462)
school-item: 6ον) ΟΙΚΟΤΡΟΦΕΙΟΝ xyxy=(1195,914,1307,926)
table-cell: 52.605 xyxy=(1515,205,1547,216)
continuation-note: Συνέχεια εκ της 3ης σελίδος xyxy=(664,177,862,192)
crete-paragraph: Αλλά τα δεινά της Κρήτης του παλαιού και του νέου κόσμου απησχόλησαν επίσης την Κυβέρνησιν, η οποία εχορήγησε πιστώσεις διά την εκτέλεσιν έργων εις την νήσον. xyxy=(870,549,1170,584)
expenses-paragraph: Διά την εκτέλεσιν τοιούτων έργων απητήθησαν τεράστιαι δαπάναι. Αι δαπάναι όμως αυταί δεν επεβάρυναν τον λαόν, διότι η Κυβέρνησις κατώρθωσε να συνάψη δάνεια με ευνοϊκούς όρους. xyxy=(458,836,862,872)
school-label: ΠΕΡΙΛΑΜΒΑΝΟΥΣΙ xyxy=(1195,836,1304,848)
table-header: Είδος xyxy=(1317,193,1344,204)
main-paragraph: Το αγροτικόν ζήτημα, διά την ταχυτέραν λύσιν του οποίου διετέθησαν εκατομμύρια δραχμών, λύεται οριστικώς. Εις την Μακεδονίαν εγκατεστάθησαν χιλιάδες προσφύγων οικογενειών. xyxy=(458,700,862,736)
main-paragraph: Εν συνεχεία ο απολογισμός αναφέρει τα εκτελεσθέντα έργα οδοποιίας, σιδηροδρόμων και λιμένων. Μέγα μέρος του προγράμματος της Κυβερνήσεως επραγματοποιήθη. xyxy=(458,622,862,658)
bank-text: Η Διεύθυνσις ανακοινοί ότι προβαίνει εις την εκποίησιν των κάτωθι κτημάτων την 2αν Σεπτεμβρίου 1930 ημέραν Τρίτην και ώραν 11—12 π.μ. εν τω γραφείω της εν Θεσσαλονίκη. xyxy=(1187,152,1549,188)
expenses-paragraph: Η πολιτική της ειρήνης και της φιλίας με τους γείτονας εξησφάλισε την ησυχίαν, ώστε απερίσπαστος η χώρα να στραφή εις το έργον της αναδημιουργίας. xyxy=(458,1274,862,1298)
rail-sub: ΠΡΟΚΗΡΥΞΙΣ xyxy=(91,714,193,731)
fresh-paragraph: Έναντι όλων τούτων, ο Έλλην πολίτης οφείλει να αναγνωρίση ότι η διετία αύτη υπήρξεν η γονιμωτέρα περίοδος διά την χώραν. Ο κ. Βενιζέλος δύναται να είναι υπερήφανος διά το έργον του. xyxy=(870,918,1170,965)
bank-signature: Εν Θεσσαλονίκη τη 22/8/1930 (ΕΚ ΤΗΣ ΔΙΕΥΘΥΝΣΕΩΣ) xyxy=(1261,243,1549,255)
univ-notice xyxy=(44,484,240,897)
ship-route: αναχωρεί την ΔΕΥΤΕΡΑΝ 25 τρ. και ώραν 7 μ.μ. ακριβώς κατ' ευθείαν ΠΕΙΡΑΙΑ—ΚΡΗΤΗΝ xyxy=(1188,410,1548,435)
table-row xyxy=(1187,217,1549,229)
decl-paragraph: Ελήφθη το κάτωθι τηλεγράφημα: Κατά συνέντευξιν την οποίαν έδωσεν ο κ. Πρωθυπουργός εις τους αντιπροσώπους του Τύπου, εδήλωσε ότι η ΣΟΥΡΩΤΗ είναι το καλύτερον μεταλλικόν ύδωρ της Ελλάδος και δέον να προτιμάται από όλα τα ξένα. ΠΑΣΑ ΑΛΛΗ ΔΙΑΦΗΜΙΣΙΣ ΠΕΡΙΤΤΕΥΕΙ. xyxy=(44,369,444,417)
kicker: ΔΙΑ ΤΗΝ ΑΛΗΘΕΙΑΝ ΚΑΙ ΤΗΝ ΙΣΤΟΡΙΑΝ xyxy=(458,87,666,99)
table-cell: 97 xyxy=(1488,205,1500,216)
univ-title: ΠΑΝΕΠΙΣΤΗΜΙΟΝ ΘΕΣΣΑΛΟΝΙΚΗΣ xyxy=(44,489,226,502)
clinic-name: Θ. ΑΝΔΡΕΑΔΟΥ xyxy=(1256,592,1480,623)
main-paragraph: Η Αγροτική Τράπεζα ιδρύθη και χορηγεί δάνεια εις τους καλλιεργητάς. Τα αποξηραντικά έργα της Θεσσαλονίκης, των Σερρών και της Δράμας προχωρούν με ταχύτατον ρυθμόν. xyxy=(458,739,862,775)
v1-signature: Εν Βιτάστη τη 17 Αυγούστου 1930 · Ο Πρόεδρος Ασήμακος Πατσόγλου xyxy=(249,664,444,687)
table-cell: οικία xyxy=(1318,205,1343,216)
derm-hours-label: Ώραι επισκέψεων: xyxy=(301,1222,391,1234)
ann-body xyxy=(248,927,444,1074)
fair-paragraph: Θα επιτρέπεται η είσοδος και έξοδος των ζώων άνευ φόρου. xyxy=(56,266,348,278)
main-paragraph: Το αγροτικόν ζήτημα, διά την ταχυτέραν λύσιν του οποίου διετέθησαν εκατομμύρια δραχμών, λύεται οριστικώς. Εις την Μακεδονίαν εγκατεστάθησαν χιλιάδες προσφύγων οικογενειών. xyxy=(458,544,862,580)
expenses-body xyxy=(458,836,862,1298)
bank-ad xyxy=(1180,90,1556,268)
bank-ref: Αριθ. Πρωτ. 6353 xyxy=(1187,140,1273,152)
manthos-studies: ΣΠΟΥΔΑΣΑΣ ΕΝ ΕΥΡΩΠΗ xyxy=(1294,1118,1442,1133)
divider xyxy=(44,1438,240,1439)
doctor-desc: Μαιευτήρ — Γυναικολόγος · Οδός Εγνατίας 113 xyxy=(44,1463,240,1487)
table-cell: Οδός Αθηνάς 126 xyxy=(1373,229,1454,240)
main-paragraph: Δια την γεωργίαν ώστε να καταστή πηγή πλούτου και καλλιεργήσιμη και η γη. Μέχρι σήμερον εδόθη ο άνθρωπος του έργου. Ουδεμία κυβέρνησις ηδυνήθη να πράξη όσα η σημερινή Κυβέρνησις. xyxy=(458,349,862,385)
